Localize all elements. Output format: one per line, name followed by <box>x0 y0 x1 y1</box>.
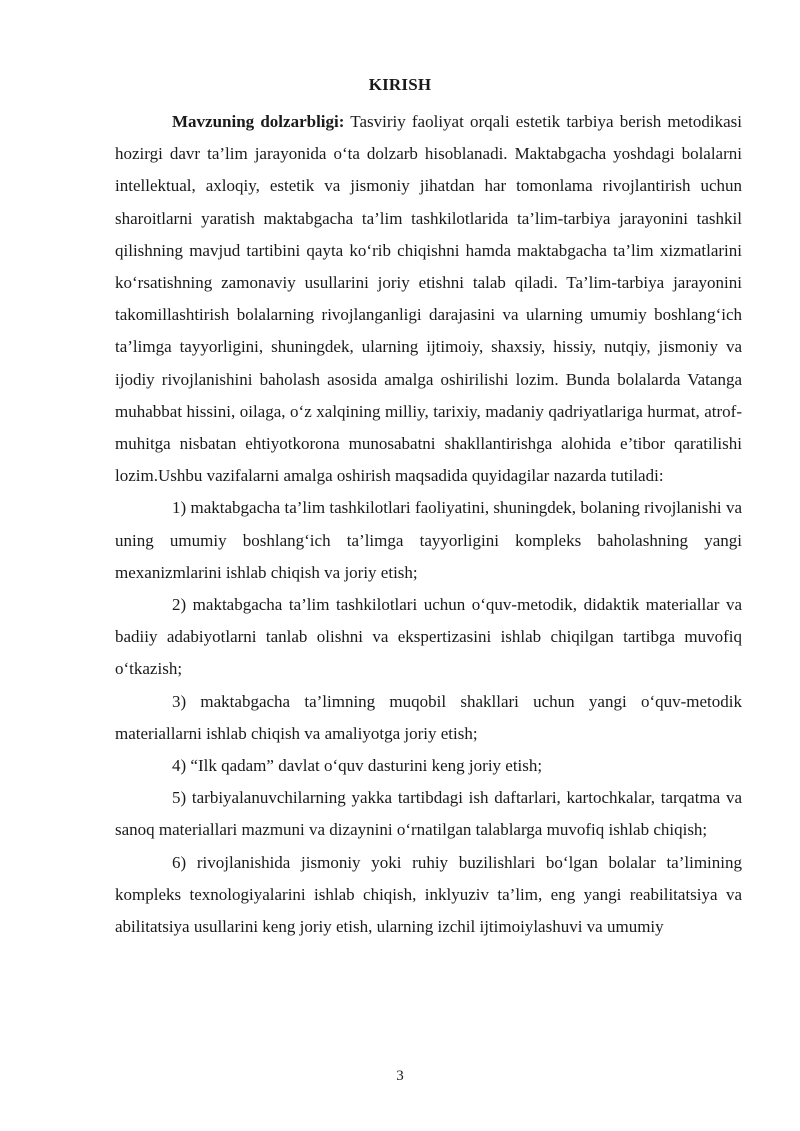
intro-text: Tasviriy faoliyat orqali estetik tarbiya berish metodikasi hozirgi davr ta’lim jarayonida o‘ta dolzarb hisoblanadi. Maktabgacha yoshdagi bolalarni intellektual, axloqiy, estetik va jismoniy jihatdan har tomonlama rivojlantirish uchun sharoitlarni yaratish maktabgacha ta’lim tashkilotlarida ta’lim-tarbiya jarayonini tashkil qilishning mavjud tartibini qayta ko‘rib chiqishni hamda maktabgacha ta’lim xizmatlarini ko‘rsatishning zamonaviy usullarini joriy etishni talab qiladi. Ta’lim-tarbiya jarayonini takomillashtirish bolalarning rivojlanganligi darajasini va ularning umumiy boshlang‘ich ta’limga tayyorligini, shuningdek, ularning ijtimoiy, shaxsiy, hissiy, nutqiy, jismoniy va ijodiy rivojlanishini baholash asosida amalga oshirilishi lozim. Bunda bolalarda Vatanga muhabbat hissini, oilaga, o‘z xalqining milliy, tarixiy, madaniy qadriyatlariga hurmat, atrof-muhitga nisbatan ehtiyotkorona munosabatni shakllantirishga alohida e’tibor qaratilishi lozim.Ushbu vazifalarni amalga oshirish maqsadida quyidagilar nazarda tutiladi: <box>115 112 743 486</box>
intro-paragraph <box>115 106 742 492</box>
list-item: 4) “Ilk qadam” davlat o‘quv dasturini keng joriy etish; <box>172 756 543 776</box>
list-item: 3) maktabgacha ta’limning muqobil shakllari uchun yangi o‘quv-metodik materiallarni ishlab chiqish va amaliyotga joriy etish; <box>115 691 742 743</box>
body-text <box>115 106 742 943</box>
intro-lead: Mavzuning dolzarbligi: <box>172 112 345 131</box>
list-item: 5) tarbiyalanuvchilarning yakka tartibdagi ish daftarlari, kartochkalar, tarqatma va sanoq materiallari mazmuni va dizaynini o‘rnatilgan talablarga muvofiq ishlab chiqish; <box>115 788 742 840</box>
section-heading: KIRISH <box>368 75 432 94</box>
list-item: 1) maktabgacha ta’lim tashkilotlari faoliyatini, shuningdek, bolaning rivojlanishi va uning umumiy boshlang‘ich ta’limga tayyorligini kompleks baholashning yangi mexanizmlarini ishlab chiqish va joriy etish; <box>115 498 742 582</box>
page-number: 3 <box>396 1068 404 1084</box>
list-item: 6) rivojlanishida jismoniy yoki ruhiy buzilishlari bo‘lgan bolalar ta’limining kompleks texnologiyalarini ishlab chiqish, inklyuziv ta’lim, eng yangi reabilitatsiya va abilitatsiya usullarini keng joriy etish, ularning izchil ijtimoiylashuvi va umumiy <box>115 852 742 937</box>
list-item: 2) maktabgacha ta’lim tashkilotlari uchun o‘quv-metodik, didaktik materiallar va badiiy adabiyotlarni tanlab olishni va ekspertizasini ishlab chiqilgan tartibga muvofiq o‘tkazish; <box>115 595 742 679</box>
